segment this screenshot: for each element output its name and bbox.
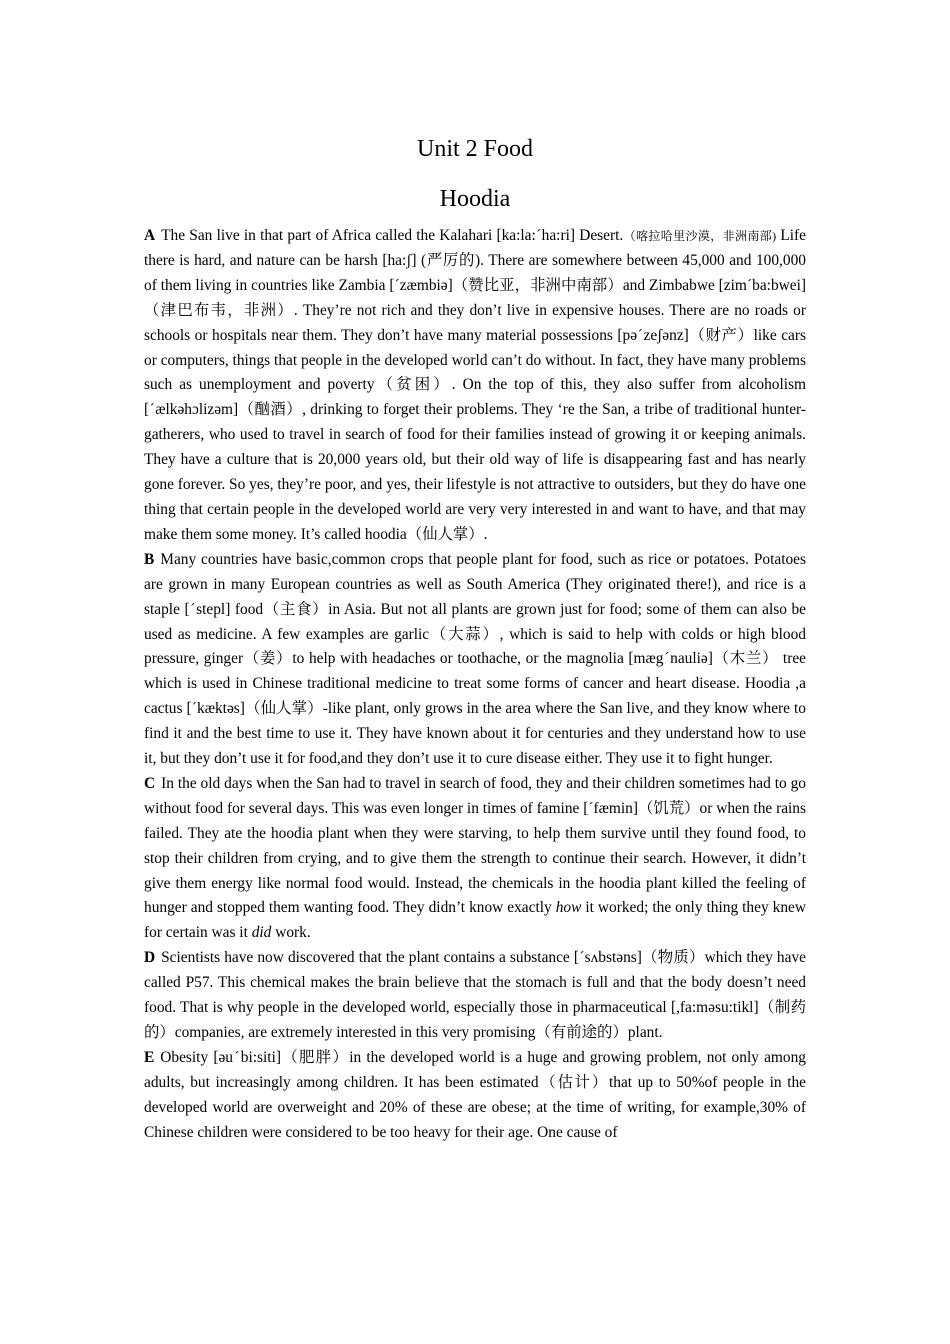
paragraph-letter: C [144,774,156,792]
paragraph-text-end: work. [271,924,311,942]
paragraph-text: Life there is hard, and nature can be harsh [ha:ʃ] (严厉的). There are somewhere between 45,000 and 100,000 of them living in countries like Zambia [ˊzæmbiə]（赞比亚，非洲中南部）and Zimbabwe [zimˊba:bwei]（津巴布韦，非洲）. They’re not rich and they don’t live in expensive houses. There are no roads or schools or hospitals near them. They don’t have many material possessions [pəˊzeʃənz]（财产）like cars or computers, things that people in the developed world can’t do without. In fact, they have many problems such as unemployment and poverty（贫困）. On the top of this, they also suffer from alcoholism [ˊælkəhɔlizəm]（酗酒）, drinking to forget their problems. They ‘re the San, a tribe of traditional hunter-gatherers, who used to travel in search of food for their families instead of growing it or keeping animals. They have a culture that is 20,000 years old, but their old way of life is disappearing fast and has nearly gone forever. So yes, they’re poor, and yes, their lifestyle is not attractive to outsiders, but they do have one thing that certain people in the developed world are very very interested in and want to have, and that may make them some money. It’s called hoodia（仙人掌）. [144,227,806,543]
paragraph-text: In the old days when the San had to travel in search of food, they and their children sometimes had to go without food for several days. This was even longer in times of famine [ˊfæmin]（饥荒）or when the rains failed. They ate the hoodia plant when they were starving, to help them survive until they found food, to stop their children from crying, and to give them the strength to continue their search. However, it didn’t give them energy like normal food would. Instead, the chemicals in the hoodia plant killed the feeling of hunger and stopped them wanting food. They didn’t know exactly [144,774,806,917]
paragraph-d [144,946,806,1046]
paragraph-text: Scientists have now discovered that the plant contains a substance [ˊsʌbstəns]（物质）which they have called P57. This chemical makes the brain believe that the stomach is full and that the body doesn’t need food. That is why people in the developed world, especially those in pharmaceutical [,fa:məsu:tikl]（制药的）companies, are extremely interested in this very promising（有前途的）plant. [144,949,806,1041]
article-title: Hoodia [439,186,511,212]
paragraph-a [144,224,806,548]
paragraph-e [144,1046,806,1146]
emphasis-did: did [251,924,272,942]
paragraph-text-middle: it worked; the only thing they knew for certain was it [144,899,806,942]
unit-title: Unit 2 Food [416,136,533,162]
paragraph-text: Many countries have basic,common crops that people plant for food, such as rice or potatoes. Potatoes are grown in many European countries as well as South America (They originated there!), and rice is a staple [ˊstepl] food（主食）in Asia. But not all plants are grown just for food; some of them can also be used as medicine. A few examples are garlic（大蒜）, which is said to help with colds or high blood pressure, ginger（姜）to help with headaches or toothache, or the magnolia [mægˊnauliə]（木兰） tree which is used in Chinese traditional medicine to treat some forms of cancer and heart disease. Hoodia ,a cactus [ˊkæktəs]（仙人掌）-like plant, only grows in the area where the San live, and they know where to find it and the best time to use it. They have known about it for centuries and they understand how to use it, but they don’t use it for food,and they don’t use it to cure disease either. They use it to fight hunger. [144,550,806,768]
paragraph-lead-note: （喀拉哈里沙漠，非洲南部) [623,229,777,243]
article-body [144,224,806,1146]
emphasis-how: how [555,899,582,917]
paragraph-text: Obesity [əuˊbi:siti]（肥胖）in the developed world is a huge and growing problem, not only among adults, but increasingly among children. It has been estimated（估计）that up to 50%of people in the developed world are overweight and 20% of these are obese; at the time of writing, for example,30% of Chinese children were considered to be too heavy for their age. One cause of [144,1048,806,1141]
paragraph-letter: B [144,550,155,568]
paragraph-b [144,548,806,772]
paragraph-letter: E [144,1048,155,1066]
paragraph-letter: D [144,949,156,967]
paragraph-lead-text: The San live in that part of Africa called the Kalahari [ka:la:ˊha:ri] Desert. [161,227,624,244]
paragraph-c [144,772,806,946]
paragraph-letter: A [144,227,156,244]
